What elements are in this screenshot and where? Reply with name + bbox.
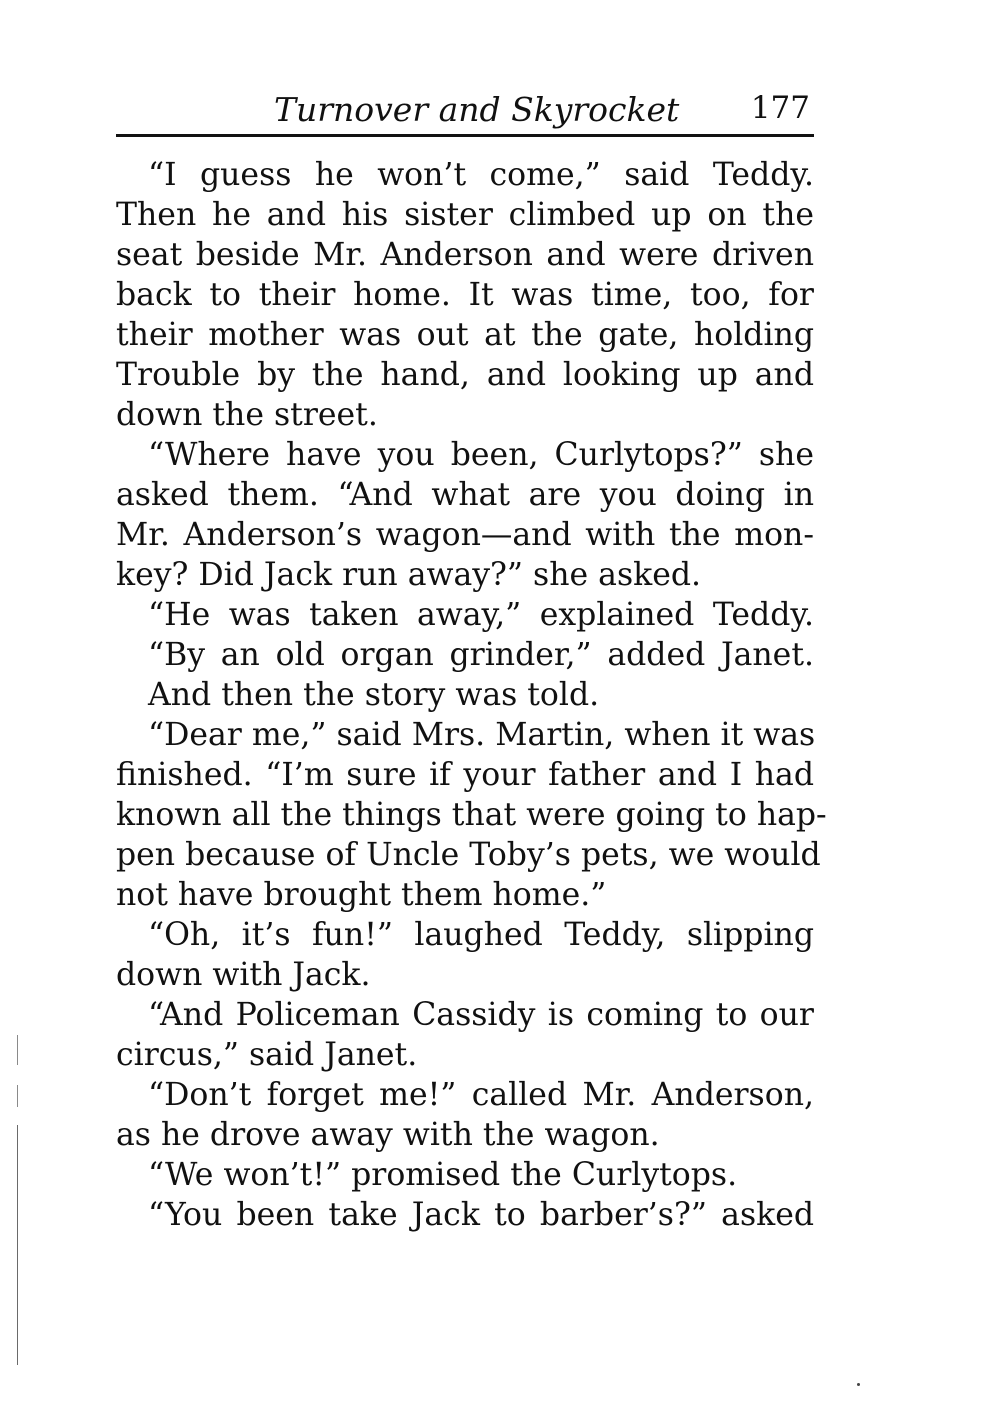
text-line: back to their home. It was time, too, for: [116, 277, 814, 313]
speck: [857, 1383, 860, 1386]
text-line: Trouble by the hand, and looking up and: [116, 357, 814, 393]
text-line: down the street.: [116, 397, 378, 433]
text-line: seat beside Mr. Anderson and were driven: [116, 237, 814, 273]
text-line: pen because of Uncle Toby’s pets, we would: [116, 837, 821, 873]
text-line: “Where have you been, Curlytops?” she: [148, 437, 814, 473]
text-line: key? Did Jack run away?” she asked.: [116, 557, 702, 593]
text-line: “Dear me,” said Mrs. Martin, when it was: [148, 717, 816, 753]
text-line: “By an old organ grinder,” added Janet.: [148, 637, 814, 673]
text-line: finished. “I’m sure if your father and I had: [116, 757, 814, 793]
running-header: [116, 84, 814, 137]
text-line: down with Jack.: [116, 957, 371, 993]
text-line: “Don’t forget me!” called Mr. Anderson,: [148, 1077, 814, 1113]
text-line: “And Policeman Cassidy is coming to our: [148, 997, 814, 1033]
scan-edge-mark: [17, 1125, 18, 1365]
running-title: Turnover and Skyrocket: [274, 90, 680, 129]
scan-edge-mark: [17, 1085, 18, 1107]
text-line: And then the story was told.: [148, 677, 600, 713]
text-line: “We won’t!” promised the Curlytops.: [148, 1157, 738, 1193]
text-line: as he drove away with the wagon.: [116, 1117, 660, 1153]
text-line: “He was taken away,” explained Teddy.: [148, 597, 814, 633]
text-line: Then he and his sister climbed up on the: [116, 197, 814, 233]
page-number: 177: [750, 90, 810, 126]
text-line: asked them. “And what are you doing in: [116, 477, 814, 513]
text-line: Mr. Anderson’s wagon—and with the mon-: [116, 517, 814, 553]
text-line: their mother was out at the gate, holding: [116, 317, 814, 353]
text-line: “Oh, it’s fun!” laughed Teddy, slipping: [148, 917, 814, 953]
text-line: “I guess he won’t come,” said Teddy.: [148, 157, 814, 193]
text-line: not have brought them home.”: [116, 877, 607, 913]
body-text: [116, 155, 827, 1235]
text-line: “You been take Jack to barber’s?” asked: [148, 1197, 814, 1233]
text-line: known all the things that were going to hap-: [116, 797, 827, 833]
text-line: circus,” said Janet.: [116, 1037, 418, 1073]
scan-edge-mark: [17, 1035, 18, 1065]
